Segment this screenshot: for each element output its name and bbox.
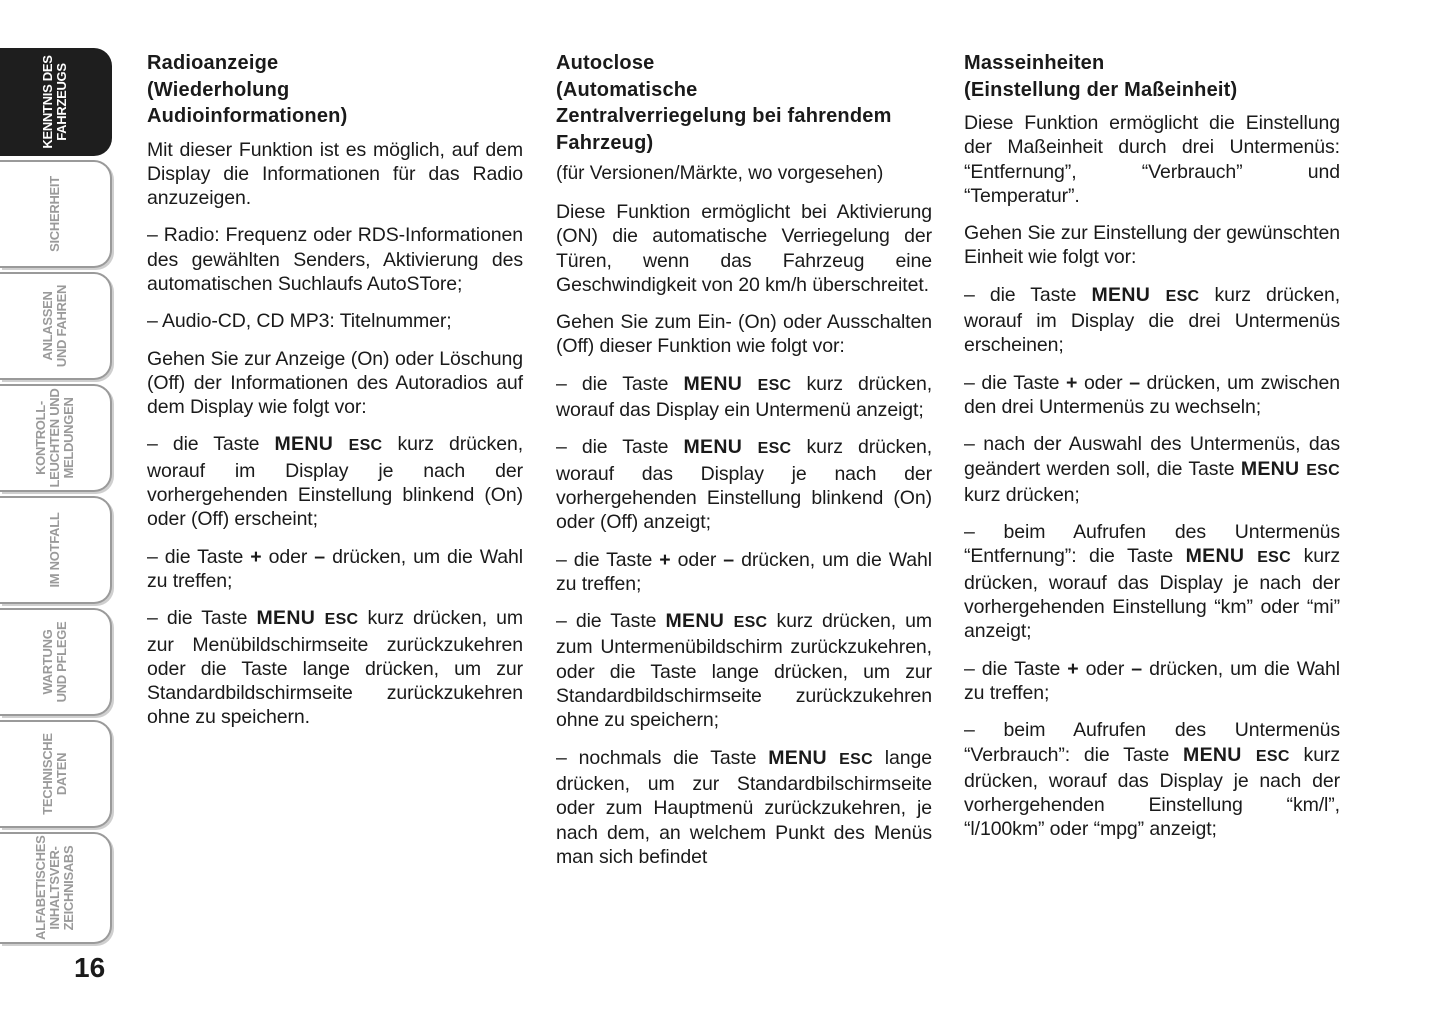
section-heading: Radioanzeige (Wiederholung Audioinformationen): [147, 52, 348, 127]
text: kurz drücken, worauf das Display ein Untermenü anzeigt;: [556, 372, 933, 422]
menu-key-label: [768, 747, 873, 769]
paragraph: Diese Funktion ermöglicht die Einstellung der Maßeinheit durch drei Untermenüs: “Entfernung”, “Verbrauch” und “Temperatur”.: [964, 112, 1340, 207]
column-autoclose: [556, 50, 932, 882]
menu-key-word: MENU: [1183, 743, 1242, 766]
text: kurz drücken;: [964, 483, 1080, 506]
paragraph: [964, 283, 1340, 358]
text: drücken, um die Wahl zu treffen;: [556, 548, 933, 595]
text: – die Taste: [147, 607, 248, 630]
menu-key-label: [1091, 284, 1199, 306]
tab-label: SICHERHEIT: [47, 176, 62, 252]
menu-key-word: MENU: [683, 436, 743, 459]
menu-key-word: MENU: [1240, 457, 1300, 480]
text: oder: [268, 545, 308, 568]
text: – die Taste: [964, 283, 1077, 306]
tab-inhaltsverzeichnis[interactable]: [0, 832, 112, 944]
tab-wartung-und-pflege[interactable]: [0, 608, 112, 716]
menu-key-label: [256, 607, 358, 629]
plus-key-symbol: +: [250, 545, 262, 568]
menu-key-word: MENU: [1185, 545, 1245, 568]
text: – die Taste: [964, 371, 1060, 394]
plus-key-symbol: +: [1066, 371, 1078, 394]
paragraph: [147, 545, 523, 594]
column-masseinheiten: [964, 50, 1340, 855]
tab-label: KONTROLL- LEUCHTEN UND MELDUNGEN: [33, 388, 76, 488]
text: – die Taste: [964, 657, 1061, 680]
menu-key-label: [665, 610, 767, 632]
text: – nach der Auswahl des Untermenüs, das geändert werden soll, die Taste: [964, 433, 1340, 480]
text: drücken, um die Wahl zu treffen;: [964, 657, 1341, 704]
paragraph: [147, 606, 523, 729]
text: kurz drücken, worauf das Display je nach der vorhergehenden Einstellung “km/l”, “l/100km” oder “mpg” anzeigt;: [964, 743, 1340, 841]
tab-kenntnis-des-fahrzeugs[interactable]: [0, 48, 112, 156]
paragraph: [147, 432, 523, 531]
tab-label: TECHNISCHE DATEN: [40, 733, 69, 815]
paragraph: [556, 435, 932, 534]
menu-key-label: [1183, 744, 1290, 766]
text: drücken, um zwischen den drei Untermenüs zu wechseln;: [964, 371, 1341, 418]
tab-technische-daten[interactable]: [0, 720, 112, 828]
text: – die Taste: [147, 433, 260, 456]
tab-anlassen-und-fahren[interactable]: [0, 272, 112, 380]
text: oder: [1083, 371, 1123, 394]
paragraph: [964, 718, 1340, 841]
paragraph: [964, 371, 1340, 420]
section-heading: Autoclose (Automatische Zentralverriegelung bei fahrendem Fahrzeug): [556, 52, 892, 154]
text: kurz drücken, um zur Menübildschirmseite zurückzukehren oder die Taste lange drücken, um zur Standardbildschirmseite zurückzukehren ohne zu speichern.: [147, 607, 523, 729]
chapter-tabs: [0, 48, 112, 948]
text: kurz drücken, worauf im Display je nach der vorhergehenden Einstellung blinkend (On) oder (Off) erscheint;: [147, 433, 524, 531]
menu-key-word: MENU: [683, 372, 743, 395]
text: – beim Aufrufen des Untermenüs “Entfernung”: die Taste: [964, 521, 1340, 568]
plus-key-symbol: +: [659, 548, 671, 571]
paragraph: – Radio: Frequenz oder RDS-Informationen des gewählten Senders, Aktivierung des automatischen Suchlaufs AutoSTore;: [147, 224, 523, 295]
text: oder: [1085, 657, 1125, 680]
esc-key-word: ESC: [839, 750, 873, 768]
menu-key-label: [683, 373, 791, 395]
menu-key-word: MENU: [256, 607, 316, 630]
text: oder: [677, 548, 717, 571]
paragraph: Gehen Sie zum Ein- (On) oder Ausschalten (Off) dieser Funktion wie folgt vor:: [556, 311, 932, 358]
menu-key-word: MENU: [1091, 283, 1151, 306]
paragraph: Diese Funktion ermöglicht bei Aktivierung (ON) die automatische Verriegelung der Türen, wenn das Fahrzeug eine Geschwindigkeit von 20 km/h überschreitet.: [556, 201, 932, 296]
menu-key-word: MENU: [274, 433, 334, 456]
paragraph: [556, 746, 932, 869]
text: – die Taste: [556, 610, 657, 633]
text: kurz drücken, worauf im Display die drei Untermenüs erscheinen;: [964, 283, 1341, 357]
minus-key-symbol: –: [314, 545, 326, 568]
paragraph: Gehen Sie zur Einstellung der gewünschten Einheit wie folgt vor:: [964, 222, 1340, 269]
text: kurz drücken, um zum Untermenübildschirm zurückzukehren, oder die Taste lange drücken, um zur Standardbildschirmseite zurückzukehren ohne zu speichern;: [556, 610, 932, 732]
paragraph: [556, 372, 932, 423]
text: – nochmals die Taste: [556, 746, 757, 769]
minus-key-symbol: –: [723, 548, 735, 571]
tab-label: WARTUNG UND PFLEGE: [40, 621, 69, 703]
minus-key-symbol: –: [1131, 657, 1143, 680]
paragraph: [964, 657, 1340, 706]
tab-sicherheit[interactable]: [0, 160, 112, 268]
minus-key-symbol: –: [1129, 371, 1140, 394]
paragraph: – Audio-CD, CD MP3: Titelnummer;: [147, 310, 452, 333]
tab-im-notfall[interactable]: [0, 496, 112, 604]
paragraph: Mit dieser Funktion ist es möglich, auf dem Display die Informationen für das Radio anzuzeigen.: [147, 138, 523, 210]
esc-key-word: ESC: [324, 611, 359, 629]
text: – die Taste: [556, 436, 669, 459]
esc-key-word: ESC: [733, 614, 768, 632]
esc-key-word: ESC: [1255, 747, 1290, 765]
paragraph: [556, 609, 932, 732]
menu-key-label: [1241, 458, 1340, 480]
tab-label: KENNTNIS DES FAHRZEUGS: [40, 55, 69, 149]
column-radioanzeige: [147, 50, 523, 743]
esc-key-word: ESC: [1306, 461, 1340, 479]
menu-key-label: [683, 436, 791, 458]
paragraph: [964, 520, 1340, 643]
text: – die Taste: [147, 545, 244, 568]
tab-label: IM NOTFALL: [47, 512, 62, 588]
plus-key-symbol: +: [1067, 657, 1079, 680]
esc-key-word: ESC: [1257, 549, 1292, 567]
text: lange drücken, um zur Standardbilschirmseite oder zum Hauptmenü zurückzukehren, je nach dem, an welchem Punkt des Menüs man sich befindet: [556, 746, 932, 868]
esc-key-word: ESC: [348, 437, 383, 455]
text: kurz drücken, worauf das Display je nach der vorhergehenden Einstellung blinkend (On) oder (Off) anzeigt;: [556, 436, 933, 534]
menu-key-label: [1186, 545, 1291, 567]
esc-key-word: ESC: [757, 440, 792, 458]
tab-kontrollleuchten[interactable]: [0, 384, 112, 492]
tab-label: ALFABETISCHES INHALTSVER- ZEICHNISABS: [33, 835, 76, 940]
text: kurz drücken, worauf das Display je nach der vorhergehenden Einstellung “km” oder “mi” anzeigt;: [964, 545, 1341, 643]
menu-key-word: MENU: [665, 610, 725, 633]
paragraph: Gehen Sie zur Anzeige (On) oder Löschung (Off) der Informationen des Autoradios auf dem Display wie folgt vor:: [147, 347, 523, 419]
esc-key-word: ESC: [1165, 287, 1200, 305]
esc-key-word: ESC: [757, 376, 792, 394]
text: drücken, um die Wahl zu treffen;: [147, 545, 524, 592]
section-subnote: (für Versionen/Märkte, wo vorgesehen): [556, 163, 884, 184]
paragraph: [964, 432, 1340, 507]
text: – die Taste: [556, 548, 653, 571]
menu-key-word: MENU: [768, 746, 827, 769]
paragraph: [556, 548, 932, 597]
text: – die Taste: [556, 372, 669, 395]
text: – beim Aufrufen des Untermenüs “Verbrauch”: die Taste: [964, 719, 1340, 766]
menu-key-label: [274, 433, 382, 455]
tab-label: ANLASSEN UND FAHREN: [40, 284, 69, 368]
page-number: 16: [74, 952, 106, 983]
section-heading: Masseinheiten (Einstellung der Maßeinheit): [964, 52, 1238, 101]
